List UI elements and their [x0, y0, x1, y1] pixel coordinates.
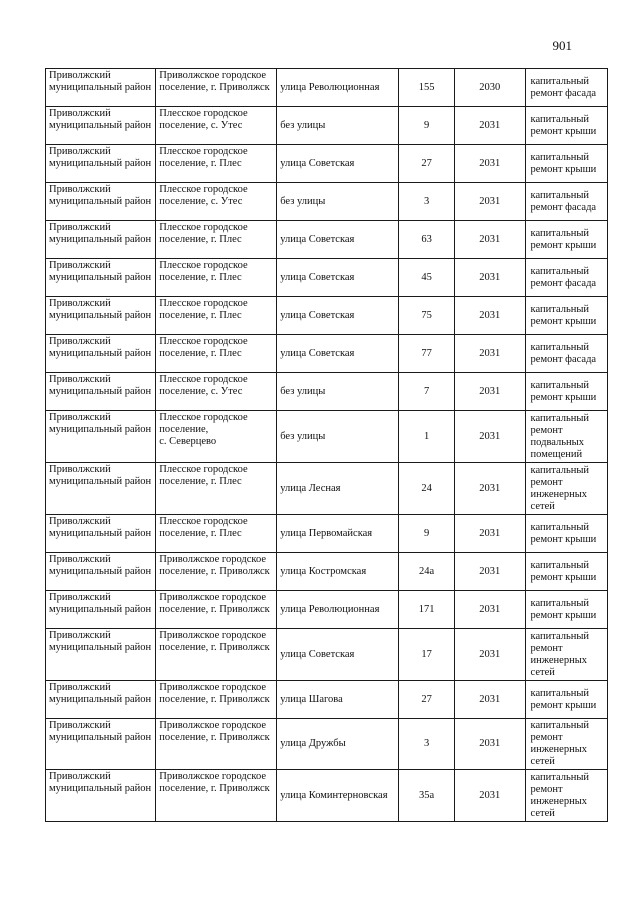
district-cell: Приволжский муниципальный район	[46, 145, 156, 183]
settlement-cell: Плесское городское поселение, г. Плес	[156, 221, 277, 259]
table-row	[46, 770, 608, 822]
settlement-cell: Плесское городское поселение, г. Плес	[156, 335, 277, 373]
district-cell: Приволжский муниципальный район	[46, 515, 156, 553]
table-row	[46, 629, 608, 681]
table-row	[46, 221, 608, 259]
house-number-cell: 45	[399, 259, 455, 297]
district-cell: Приволжский муниципальный район	[46, 373, 156, 411]
street-cell: улица Советская	[277, 145, 399, 183]
settlement-cell: Плесское городское поселение, г. Плес	[156, 463, 277, 515]
street-cell: улица Первомайская	[277, 515, 399, 553]
table-row	[46, 719, 608, 770]
year-cell: 2031	[454, 681, 525, 719]
house-number-cell: 3	[399, 719, 455, 770]
house-number-cell: 24	[399, 463, 455, 515]
year-cell: 2031	[454, 259, 525, 297]
settlement-cell: Приволжское городское поселение, г. Приволжск	[156, 591, 277, 629]
house-number-cell: 7	[399, 373, 455, 411]
work-type-cell: капитальный ремонт фасада	[525, 259, 607, 297]
year-cell: 2031	[454, 221, 525, 259]
district-cell: Приволжский муниципальный район	[46, 719, 156, 770]
table-row	[46, 297, 608, 335]
settlement-cell: Приволжское городское поселение, г. Приволжск	[156, 69, 277, 107]
street-cell: без улицы	[277, 411, 399, 463]
district-cell: Приволжский муниципальный район	[46, 69, 156, 107]
settlement-cell: Плесское городское поселение, г. Плес	[156, 515, 277, 553]
work-type-cell: капитальный ремонт крыши	[525, 591, 607, 629]
work-type-cell: капитальный ремонт крыши	[525, 297, 607, 335]
work-type-cell: капитальный ремонт крыши	[525, 107, 607, 145]
street-cell: без улицы	[277, 373, 399, 411]
district-cell: Приволжский муниципальный район	[46, 335, 156, 373]
street-cell: улица Революционная	[277, 591, 399, 629]
district-cell: Приволжский муниципальный район	[46, 770, 156, 822]
table-body	[46, 69, 608, 822]
house-number-cell: 3	[399, 183, 455, 221]
year-cell: 2031	[454, 591, 525, 629]
house-number-cell: 155	[399, 69, 455, 107]
year-cell: 2031	[454, 629, 525, 681]
table-row	[46, 107, 608, 145]
page-number: 901	[552, 38, 572, 53]
year-cell: 2031	[454, 335, 525, 373]
house-number-cell: 27	[399, 145, 455, 183]
year-cell: 2031	[454, 145, 525, 183]
district-cell: Приволжский муниципальный район	[46, 591, 156, 629]
work-type-cell: капитальный ремонт фасада	[525, 183, 607, 221]
district-cell: Приволжский муниципальный район	[46, 681, 156, 719]
settlement-cell: Приволжское городское поселение, г. Приволжск	[156, 681, 277, 719]
table-row	[46, 463, 608, 515]
district-cell: Приволжский муниципальный район	[46, 107, 156, 145]
district-cell: Приволжский муниципальный район	[46, 629, 156, 681]
settlement-cell: Приволжское городское поселение, г. Приволжск	[156, 770, 277, 822]
settlement-cell: Приволжское городское поселение, г. Приволжск	[156, 553, 277, 591]
settlement-cell: Приволжское городское поселение, г. Приволжск	[156, 719, 277, 770]
year-cell: 2031	[454, 297, 525, 335]
work-type-cell: капитальный ремонт крыши	[525, 145, 607, 183]
street-cell: без улицы	[277, 183, 399, 221]
year-cell: 2031	[454, 719, 525, 770]
table-row	[46, 553, 608, 591]
house-number-cell: 9	[399, 107, 455, 145]
settlement-cell: Плесское городское поселение, с. Северцево	[156, 411, 277, 463]
district-cell: Приволжский муниципальный район	[46, 463, 156, 515]
street-cell: улица Советская	[277, 259, 399, 297]
district-cell: Приволжский муниципальный район	[46, 411, 156, 463]
house-number-cell: 75	[399, 297, 455, 335]
house-number-cell: 9	[399, 515, 455, 553]
district-cell: Приволжский муниципальный район	[46, 297, 156, 335]
table-row	[46, 335, 608, 373]
settlement-cell: Плесское городское поселение, с. Утес	[156, 373, 277, 411]
district-cell: Приволжский муниципальный район	[46, 221, 156, 259]
table-row	[46, 183, 608, 221]
settlement-cell: Плесское городское поселение, г. Плес	[156, 297, 277, 335]
street-cell: без улицы	[277, 107, 399, 145]
table-row	[46, 681, 608, 719]
house-number-cell: 27	[399, 681, 455, 719]
street-cell: улица Коминтерновская	[277, 770, 399, 822]
work-type-cell: капитальный ремонт инженерных сетей	[525, 629, 607, 681]
work-type-cell: капитальный ремонт крыши	[525, 373, 607, 411]
district-cell: Приволжский муниципальный район	[46, 259, 156, 297]
house-number-cell: 77	[399, 335, 455, 373]
house-number-cell: 1	[399, 411, 455, 463]
street-cell: улица Советская	[277, 221, 399, 259]
district-cell: Приволжский муниципальный район	[46, 553, 156, 591]
year-cell: 2031	[454, 107, 525, 145]
work-type-cell: капитальный ремонт инженерных сетей	[525, 719, 607, 770]
street-cell: улица Революционная	[277, 69, 399, 107]
year-cell: 2031	[454, 553, 525, 591]
year-cell: 2031	[454, 770, 525, 822]
district-cell: Приволжский муниципальный район	[46, 183, 156, 221]
work-type-cell: капитальный ремонт инженерных сетей	[525, 770, 607, 822]
work-type-cell: капитальный ремонт подвальных помещений	[525, 411, 607, 463]
house-number-cell: 63	[399, 221, 455, 259]
table-row	[46, 591, 608, 629]
table-row	[46, 515, 608, 553]
work-type-cell: капитальный ремонт инженерных сетей	[525, 463, 607, 515]
settlement-cell: Плесское городское поселение, с. Утес	[156, 183, 277, 221]
house-number-cell: 24а	[399, 553, 455, 591]
work-type-cell: капитальный ремонт крыши	[525, 221, 607, 259]
year-cell: 2031	[454, 515, 525, 553]
settlement-cell: Плесское городское поселение, с. Утес	[156, 107, 277, 145]
street-cell: улица Костромская	[277, 553, 399, 591]
house-number-cell: 171	[399, 591, 455, 629]
street-cell: улица Лесная	[277, 463, 399, 515]
street-cell: улица Шагова	[277, 681, 399, 719]
year-cell: 2031	[454, 463, 525, 515]
work-type-cell: капитальный ремонт крыши	[525, 553, 607, 591]
year-cell: 2031	[454, 373, 525, 411]
settlement-cell: Приволжское городское поселение, г. Приволжск	[156, 629, 277, 681]
settlement-cell: Плесское городское поселение, г. Плес	[156, 145, 277, 183]
house-number-cell: 35а	[399, 770, 455, 822]
year-cell: 2031	[454, 183, 525, 221]
work-type-cell: капитальный ремонт крыши	[525, 681, 607, 719]
work-type-cell: капитальный ремонт фасада	[525, 69, 607, 107]
table-row	[46, 411, 608, 463]
work-type-cell: капитальный ремонт крыши	[525, 515, 607, 553]
year-cell: 2031	[454, 411, 525, 463]
table-row	[46, 259, 608, 297]
street-cell: улица Советская	[277, 335, 399, 373]
street-cell: улица Дружбы	[277, 719, 399, 770]
year-cell: 2030	[454, 69, 525, 107]
table-row	[46, 373, 608, 411]
table-row	[46, 69, 608, 107]
street-cell: улица Советская	[277, 297, 399, 335]
work-type-cell: капитальный ремонт фасада	[525, 335, 607, 373]
street-cell: улица Советская	[277, 629, 399, 681]
settlement-cell: Плесское городское поселение, г. Плес	[156, 259, 277, 297]
repair-schedule-table	[45, 68, 608, 822]
house-number-cell: 17	[399, 629, 455, 681]
table-row	[46, 145, 608, 183]
